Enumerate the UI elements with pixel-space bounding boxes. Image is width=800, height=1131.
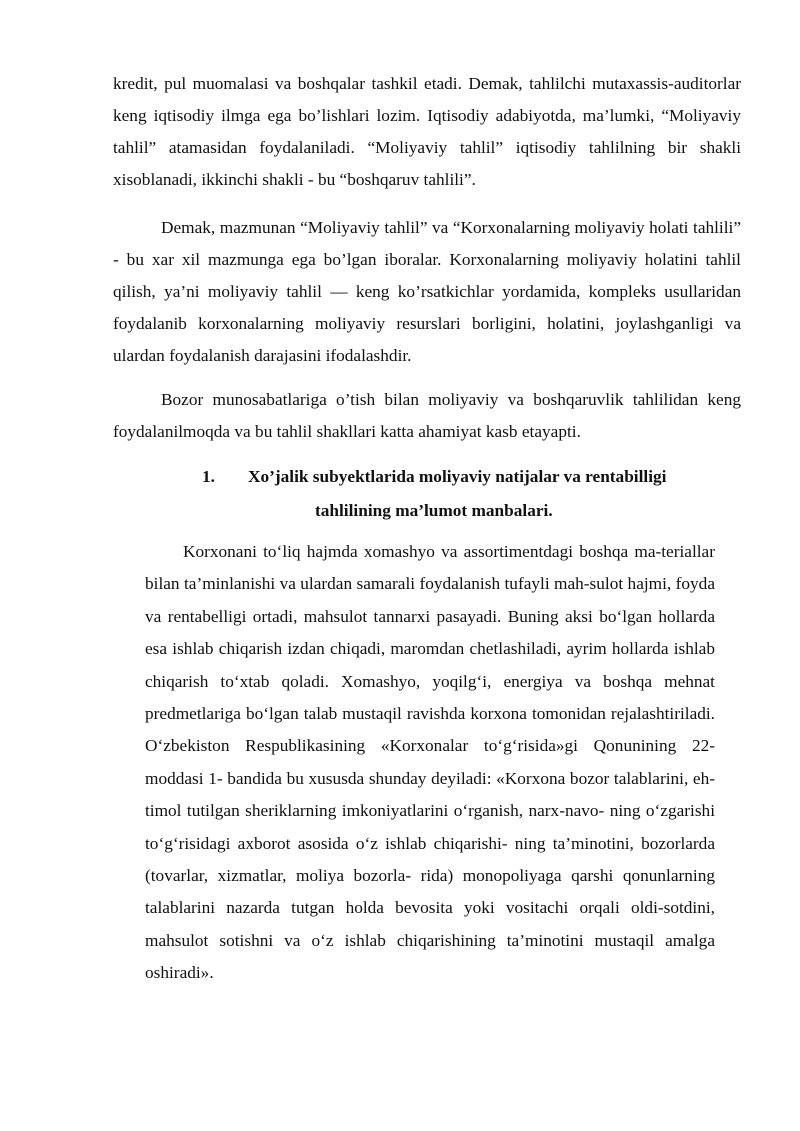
paragraph-2: Demak, mazmunan “Moliyaviy tahlil” va “Korxonalarning moliyaviy holati tahlili” - bu xar xil mazmunga ega bo’lgan iboralar. Korxonalarning moliyaviy holatini tahlil qilish, ya’ni moliyaviy tahlil — keng ko’rsatkichlar yordamida, kompleks usullaridan foydalanib korxonalarning moliyaviy resurslari borligini, holatini, joylashganligi va ulardan foydalanish darajasini ifodalashdir. [113,218,741,365]
paragraph-3: Bozor munosabatlariga o’tish bilan moliyaviy va boshqaruvlik tahlilidan keng foydalanilmoqda va bu tahlil shakllari katta ahamiyat kasb etayapti. [113,390,741,441]
section-number: 1. [202,467,215,486]
section-title-line-1: Xo’jalik subyektlarida moliyaviy natijalar va rentabilligi [248,467,667,486]
paragraph-4: Korxonani to‘liq hajmda xomashyo va assortimentdagi boshqa ma-teriallar bilan ta’minlanishi va ulardan samarali foydalanish tufayli mah-sulot hajmi, foyda va rentabelligi ortadi, mahsulot tannarxi pasayadi. Buning aksi bo‘lgan hollarda esa ishlab chiqarish izdan chiqadi, maromdan chetlashiladi, ayrim hollarda ishlab chiqarish to‘xtab qoladi. Xomashyo, yoqilg‘i, energiya va boshqa mehnat predmetlariga bo‘lgan talab mustaqil ravishda korxona tomonidan rejalashtiriladi. O‘zbekiston Respublikasining «Korxonalar to‘g‘risida»gi Qonunining 22-moddasi 1- bandida bu xususda shunday deyiladi: «Korxona bozor talablarini, eh- timol tutilgan sheriklarning imkoniyatlarini o‘rganish, narx-navo- ning o‘zgarishi to‘g‘risidagi axborot asosida o‘z ishlab chiqarishi- ning ta’minotini, bozorlarda (tovarlar, xizmatlar, moliya bozorla- rida) monopoliyaga qarshi qonunlarning talablarini nazarda tutgan holda bevosita yoki vositachi orqali oldi-sotdini, mahsulot sotishni va o‘z ishlab chiqarishining ta’minotini mustaqil amalga oshiradi». [145,542,715,983]
paragraph-1: kredit, pul muomalasi va boshqalar tashkil etadi. Demak, tahlilchi mutaxassis-auditorlar keng iqtisodiy ilmga ega bo’lishlari lozim. Iqtisodiy adabiyotda, ma’lumki, “Moliyaviy tahlil” atamasidan foydalaniladi. “Moliyaviy tahlil” iqtisodiy tahlilning bir shakli xisoblanadi, ikkinchi shakli - bu “boshqaruv tahlili”. [113,74,741,189]
section-title-line-2: tahlilining ma’lumot manbalari. [315,501,553,520]
